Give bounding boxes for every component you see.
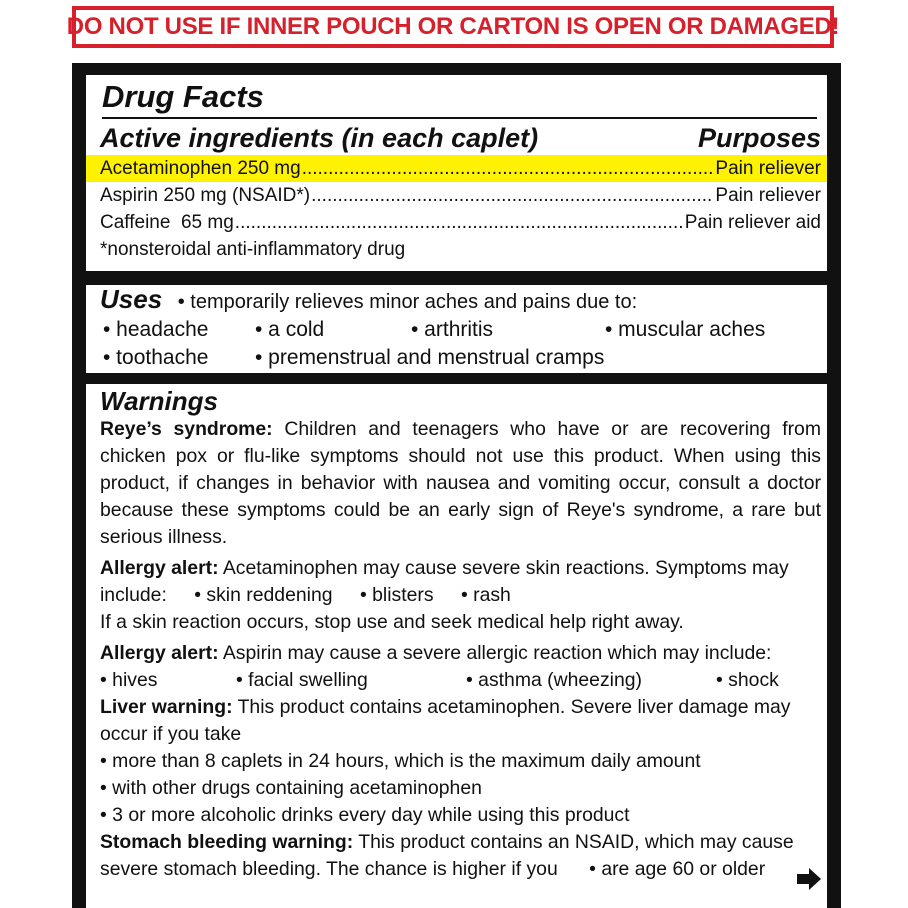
list-item: • toothache xyxy=(103,346,209,369)
allergy-symptoms-line xyxy=(100,582,821,609)
nsaid-footnote: *nonsteroidal anti-inflammatory drug xyxy=(100,239,406,260)
stomach-label: Stomach bleeding warning: xyxy=(100,831,354,853)
list-item: • rash xyxy=(460,584,511,606)
liver-warning xyxy=(100,694,821,721)
list-item: • skin reddening xyxy=(194,584,333,606)
leader-dots xyxy=(311,182,714,209)
liver-text-continued: occur if you take xyxy=(100,723,242,745)
ingredient-row-aspirin xyxy=(100,182,821,209)
leader-dots xyxy=(235,209,684,236)
stomach-text-continued xyxy=(100,856,821,883)
aspirin-allergy-symptoms xyxy=(100,667,821,694)
uses-intro-line xyxy=(100,285,821,316)
uses-section xyxy=(86,285,827,373)
stomach-bleeding-warning xyxy=(100,829,821,856)
active-ingredients-section xyxy=(86,75,827,271)
list-item: • with other drugs containing acetaminophen xyxy=(100,777,482,799)
ingredient-row-caffeine xyxy=(100,209,821,236)
list-item: • more than 8 caplets in 24 hours, which is the maximum daily amount xyxy=(100,750,701,772)
right-arrow-icon xyxy=(797,868,821,890)
reyes-text: Children and teenagers who have or are recovering from chicken pox or flu-like symptoms should not use this product. When using this product, if changes in behavior with nausea and vomiting occur, consult a doctor because these symptoms could be an early sign of Reye's syndrome, a rare but serious illness. xyxy=(100,418,821,548)
ingredient-name: Aspirin 250 mg (NSAID*) xyxy=(100,185,311,206)
list-item: • are age 60 or older xyxy=(589,858,766,880)
allergy-label: Allergy alert: xyxy=(100,642,219,664)
warnings-section xyxy=(86,384,827,908)
reyes-label: Reye’s syndrome: xyxy=(100,418,273,440)
drug-facts-title: Drug Facts xyxy=(102,79,264,114)
list-item: • a cold xyxy=(255,318,325,341)
allergy-label: Allergy alert: xyxy=(100,557,219,579)
allergy-text: Aspirin may cause a severe allergic reaction which may include: xyxy=(222,642,772,664)
warning-banner: DO NOT USE IF INNER POUCH OR CARTON IS OPEN OR DAMAGED! xyxy=(72,6,834,48)
uses-intro: • temporarily relieves minor aches and pains due to: xyxy=(177,291,638,313)
allergy-alert-aspirin xyxy=(100,640,821,667)
leader-dots xyxy=(302,155,715,182)
purposes-heading: Purposes xyxy=(697,123,821,153)
uses-list-row2 xyxy=(100,344,821,372)
list-item: • muscular aches xyxy=(605,318,766,341)
stomach-text: This product contains an NSAID, which may cause xyxy=(358,831,794,853)
uses-title: Uses xyxy=(100,284,163,314)
allergy-text: Acetaminophen may cause severe skin reactions. Symptoms may xyxy=(222,557,789,579)
ingredient-name: Acetaminophen 250 mg xyxy=(100,158,301,179)
list-item: • premenstrual and menstrual cramps xyxy=(255,346,605,369)
list-item: • 3 or more alcoholic drinks every day while using this product xyxy=(100,804,630,826)
list-item: • hives xyxy=(100,669,158,691)
allergy-alert-acetaminophen xyxy=(100,555,821,582)
skin-reaction-followup: If a skin reaction occurs, stop use and seek medical help right away. xyxy=(100,611,684,633)
list-item: • arthritis xyxy=(411,318,494,341)
liver-text: This product contains acetaminophen. Severe liver damage may xyxy=(237,696,791,718)
ingredient-row-acetaminophen xyxy=(86,155,827,182)
active-ingredients-heading: Active ingredients (in each caplet) xyxy=(100,123,539,153)
list-item: • shock xyxy=(716,669,779,691)
ingredients-header xyxy=(100,123,821,153)
ingredient-purpose: Pain reliever xyxy=(715,158,821,179)
stomach-text2: severe stomach bleeding. The chance is higher if you xyxy=(100,858,558,880)
include-label: include: xyxy=(100,584,167,606)
ingredient-purpose: Pain reliever aid xyxy=(684,212,821,233)
ingredient-name: Caffeine 65 mg xyxy=(100,212,234,233)
uses-list-row1 xyxy=(100,316,821,344)
liver-label: Liver warning: xyxy=(100,696,233,718)
ingredient-purpose: Pain reliever xyxy=(715,185,821,206)
list-item: • facial swelling xyxy=(236,669,368,691)
title-rule xyxy=(102,117,817,119)
warnings-title: Warnings xyxy=(100,386,218,416)
list-item: • asthma (wheezing) xyxy=(466,669,642,691)
list-item: • blisters xyxy=(359,584,434,606)
list-item: • headache xyxy=(103,318,209,341)
reyes-syndrome-warning xyxy=(100,416,821,551)
